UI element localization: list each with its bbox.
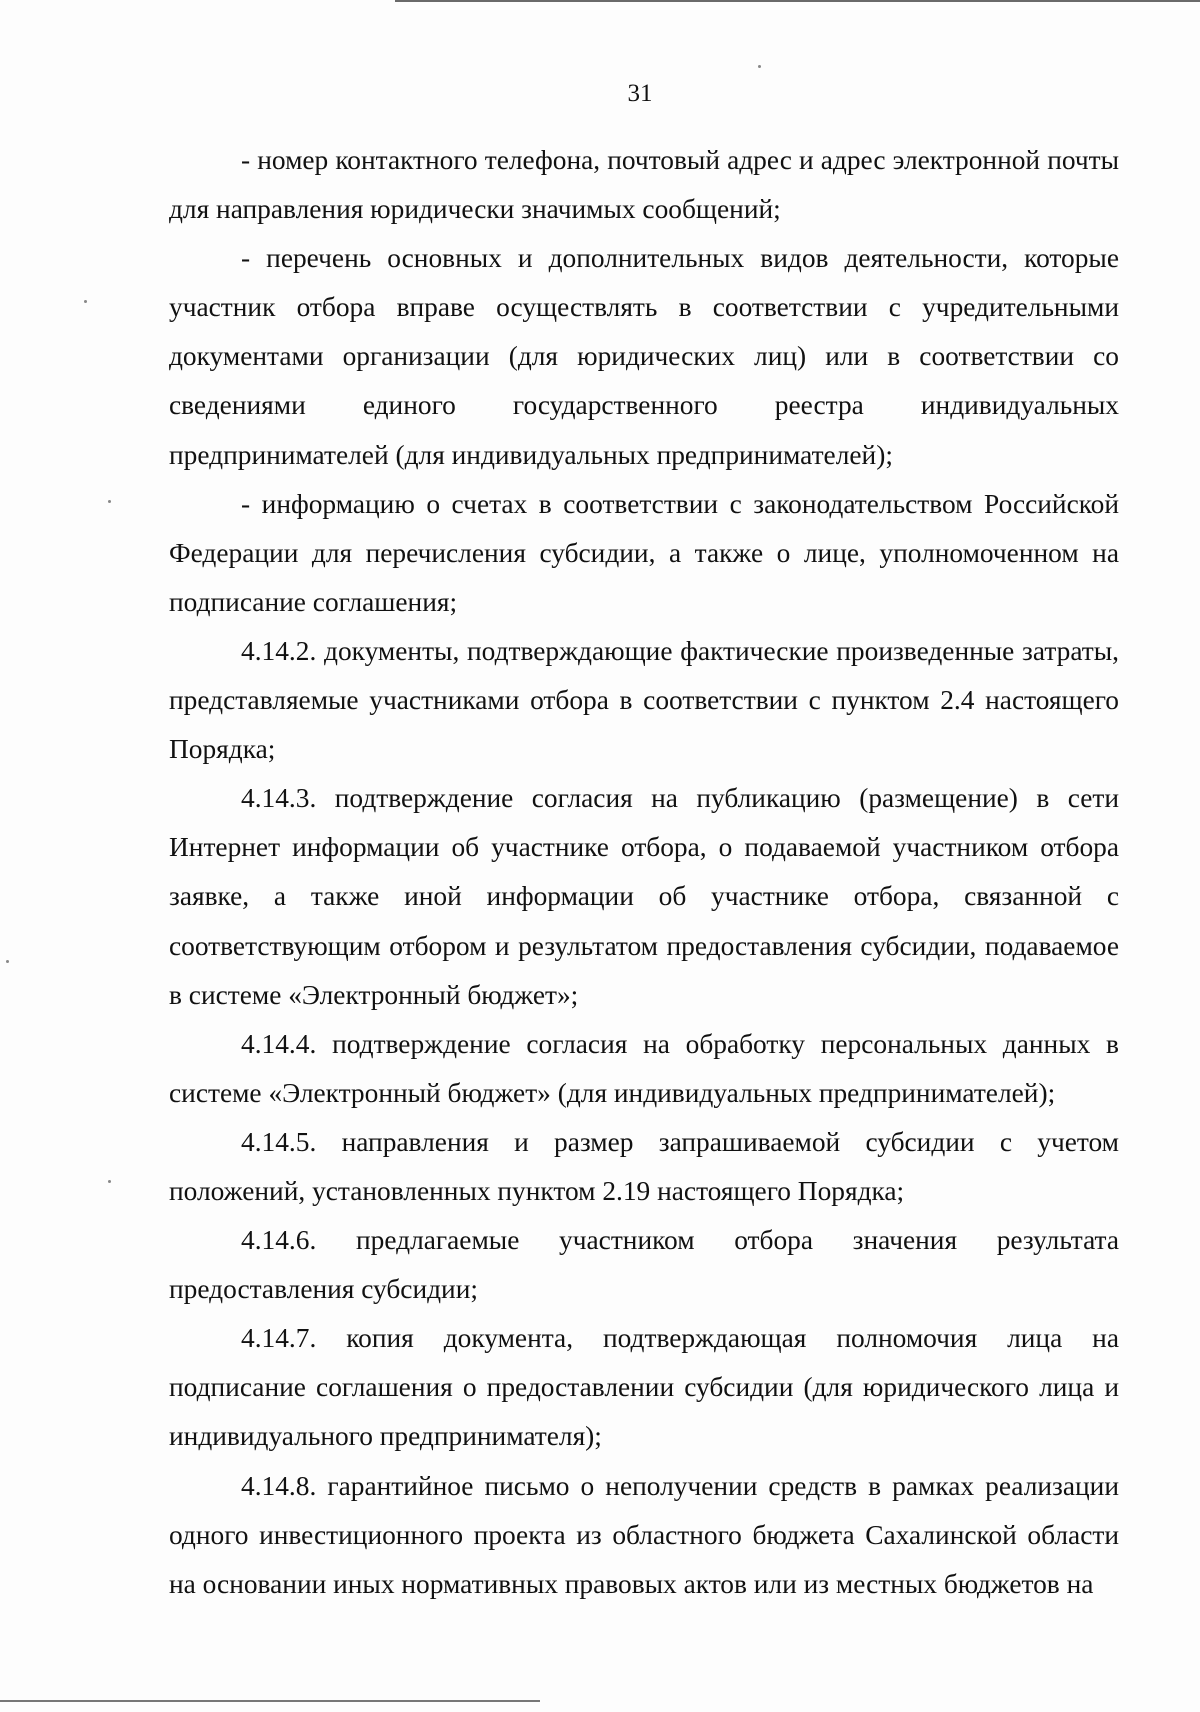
paragraph-4-14-2: 4.14.2. документы, подтверждающие фактические произведенные затраты, представляемые участниками отбора в соответствии с пунктом 2.4 настоящего Порядка; bbox=[169, 635, 1119, 765]
paragraph-4-14-4: 4.14.4. подтверждение согласия на обработку персональных данных в системе «Электронный бюджет» (для индивидуальных предпринимателей); bbox=[169, 1028, 1119, 1108]
paragraph-4-14-8: 4.14.8. гарантийное письмо о неполучении средств в рамках реализации одного инвестиционного проекта из областного бюджета Сахалинской области на основании иных нормативных правовых актов или из местных бюджетов на bbox=[169, 1470, 1119, 1599]
paragraph-contact-info: - номер контактного телефона, почтовый адрес и адрес электронной почты для направления юридически значимых сообщений; bbox=[169, 145, 1119, 225]
paragraph-4-14-7: 4.14.7. копия документа, подтверждающая полномочия лица на подписание соглашения о предоставлении субсидии (для юридического лица и индивидуального предпринимателя); bbox=[169, 1323, 1119, 1452]
paragraph-activities-list: - перечень основных и дополнительных видов деятельности, которые участник отбора вправе осуществлять в соответствии с учредительными документами организации (для юридических лиц) или в соответствии со сведениями единого государственного реестра индивидуальных предпринимателей (для индивидуальных предпринимателей); bbox=[169, 243, 1119, 470]
paragraph-4-14-3: 4.14.3. подтверждение согласия на публикацию (размещение) в сети Интернет информации об участнике отбора, о подаваемой участником отбора заявке, а также иной информации об участнике отбора, связанной с соответствующим отбором и результатом предоставления субсидии, подаваемое в системе «Электронный бюджет»; bbox=[169, 783, 1119, 1010]
paragraph-4-14-6: 4.14.6. предлагаемые участником отбора значения результата предоставления субсидии; bbox=[169, 1225, 1119, 1305]
scan-speck bbox=[84, 300, 87, 303]
scan-border-top bbox=[395, 0, 1200, 2]
scan-speck bbox=[758, 65, 761, 68]
scan-speck bbox=[108, 1180, 111, 1183]
paragraph-accounts-info: - информацию о счетах в соответствии с законодательством Российской Федерации для перечисления субсидии, а также о лице, уполномоченном на подписание соглашения; bbox=[169, 488, 1119, 617]
page-number: 31 bbox=[627, 80, 653, 107]
document-body bbox=[169, 136, 1119, 1609]
scan-speck bbox=[6, 960, 9, 963]
scan-border-bottom bbox=[0, 1700, 540, 1702]
scan-speck bbox=[108, 500, 111, 503]
paragraph-4-14-5: 4.14.5. направления и размер запрашиваемой субсидии с учетом положений, установленных пунктом 2.19 настоящего Порядка; bbox=[169, 1126, 1119, 1206]
